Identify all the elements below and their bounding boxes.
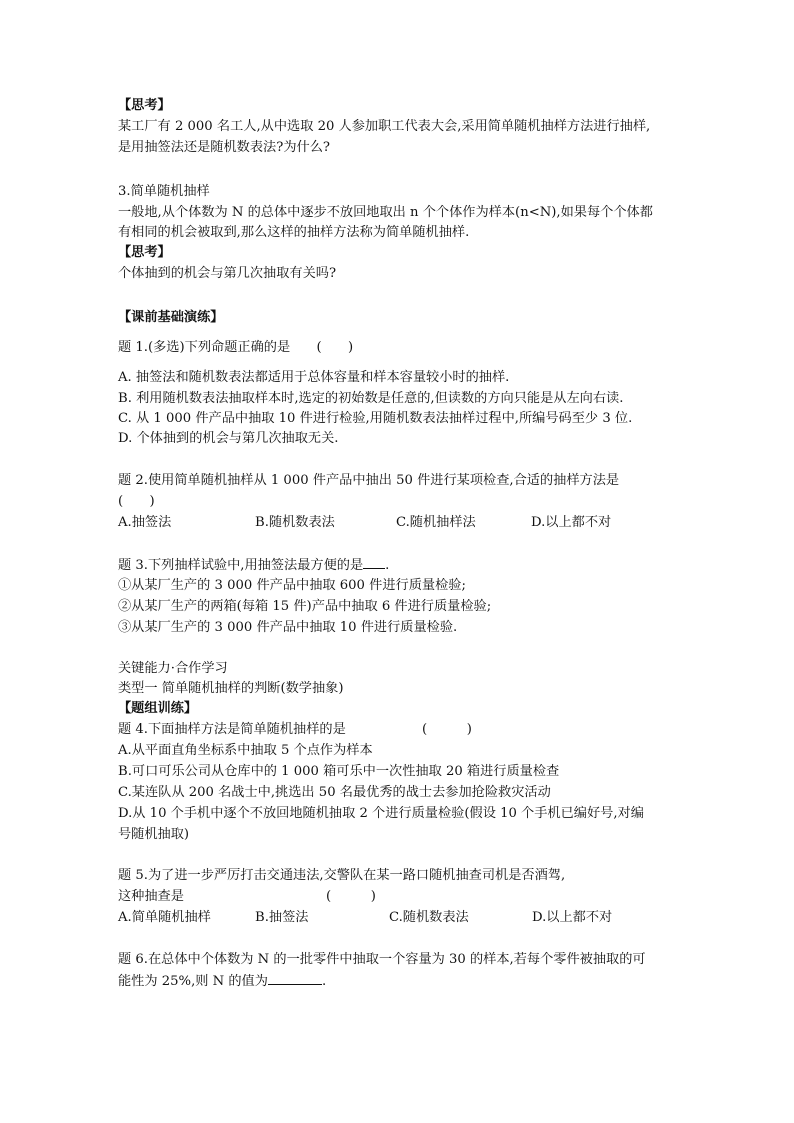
q4-option-a: A.从平面直角坐标系中抽取 5 个点作为样本 — [118, 743, 373, 758]
think-question-2: 个体抽到的机会与第几次抽取有关吗? — [118, 266, 337, 281]
q6-line2-text: 能性为 25%,则 N 的值为 — [118, 974, 268, 989]
answer-blank — [363, 555, 385, 569]
q4-option-d-line2: 号随机抽取) — [118, 827, 190, 842]
pre-class-heading: 【课前基础演练】 — [118, 310, 224, 325]
q2-option-c: C.随机抽样法 — [396, 515, 476, 530]
q4-stem — [118, 720, 346, 740]
group-training-heading: 【题组训练】 — [118, 701, 198, 716]
q2-option-d: D.以上都不对 — [531, 515, 612, 530]
q3-stem-text: 题 3.下列抽样试验中,用抽签法最方便的是 — [118, 558, 364, 573]
key-ability-title: 关键能力·合作学习 — [118, 661, 228, 676]
q2-options — [118, 513, 693, 533]
q4-option-b: B.可口可乐公司从仓库中的 1 000 箱可乐中一次性抽取 20 箱进行质量检查 — [118, 764, 560, 779]
q4-option-d-line1: D.从 10 个手机中逐个不放回地随机抽取 2 个进行质量检验(假设 10 个手机已编好号,对编 — [118, 806, 644, 821]
q3-item-1: ①从某厂生产的 3 000 件产品中抽取 600 件进行质量检验; — [118, 578, 466, 593]
q5-options — [118, 908, 693, 928]
q2-option-b: B.随机数表法 — [255, 515, 335, 530]
q6-end: . — [321, 974, 327, 989]
think-text-1b: 是用抽签法还是随机数表法?为什么? — [118, 140, 330, 155]
type-one-title: 类型一 简单随机抽样的判断(数学抽象) — [118, 681, 344, 696]
q4-paren: ( ) — [422, 722, 472, 737]
q5-paren: ( ) — [326, 889, 376, 904]
q6-line1: 题 6.在总体中个体数为 N 的一批零件中抽取一个容量为 30 的样本,若每个零件被抽取的可 — [118, 952, 646, 967]
think-heading-1: 【思考】 — [118, 98, 171, 113]
q3-stem — [118, 555, 389, 576]
q5-line2: 这种抽查是 — [118, 889, 184, 904]
q3-item-2: ②从某厂生产的两箱(每箱 15 件)产品中抽取 6 件进行质量检验; — [118, 599, 492, 614]
q1-option-b: B. 利用随机数表法抽取样本时,选定的初始数是任意的,但读数的方向只能是从左向右读. — [118, 391, 624, 406]
definition-line-1: 一般地,从个体数为 N 的总体中逐步不放回地取出 n 个个体作为样本(n<N),如果每个个体都 — [118, 205, 653, 220]
q5-option-b: B.抽签法 — [255, 910, 309, 925]
q2-paren: ( ) — [118, 494, 155, 509]
q5-option-a: A.简单随机抽样 — [118, 910, 211, 925]
q6-line2 — [118, 971, 326, 992]
q3-item-3: ③从某厂生产的 3 000 件产品中抽取 10 件进行质量检验. — [118, 620, 458, 635]
q1-option-d: D. 个体抽到的机会与第几次抽取无关. — [118, 431, 339, 446]
q5-option-c: C.随机数表法 — [389, 910, 469, 925]
q5-option-d: D.以上都不对 — [532, 910, 613, 925]
q3-stem-end: . — [385, 558, 390, 573]
q1-option-c: C. 从 1 000 件产品中抽取 10 件进行检验,用随机数表法抽样过程中,所编号码至少 3 位. — [118, 411, 633, 426]
definition-line-2: 有相同的机会被取到,那么这样的抽样方法称为简单随机抽样. — [118, 225, 470, 240]
q4-stem-text: 题 4.下面抽样方法是简单随机抽样的是 — [118, 722, 346, 737]
q2-stem: 题 2.使用简单随机抽样从 1 000 件产品中抽出 50 件进行某项检查,合适的抽样方法是 — [118, 473, 620, 488]
think-text-1a: 某工厂有 2 000 名工人,从中选取 20 人参加职工代表大会,采用简单随机抽样方法进行抽样, — [118, 119, 651, 134]
answer-blank — [268, 971, 322, 985]
think-heading-2: 【思考】 — [118, 245, 171, 260]
q1-stem: 题 1.(多选)下列命题正确的是 ( ) — [118, 340, 354, 355]
section-title-3: 3.简单随机抽样 — [118, 184, 210, 199]
q1-option-a: A. 抽签法和随机数表法都适用于总体容量和样本容量较小时的抽样. — [118, 370, 510, 385]
q5-stem: 题 5.为了进一步严厉打击交通违法,交警队在某一路口随机抽查司机是否酒驾, — [118, 868, 566, 883]
q2-option-a: A.抽签法 — [118, 515, 172, 530]
q4-option-c: C.某连队从 200 名战士中,挑选出 50 名最优秀的战士去参加抢险救灾活动 — [118, 785, 551, 800]
